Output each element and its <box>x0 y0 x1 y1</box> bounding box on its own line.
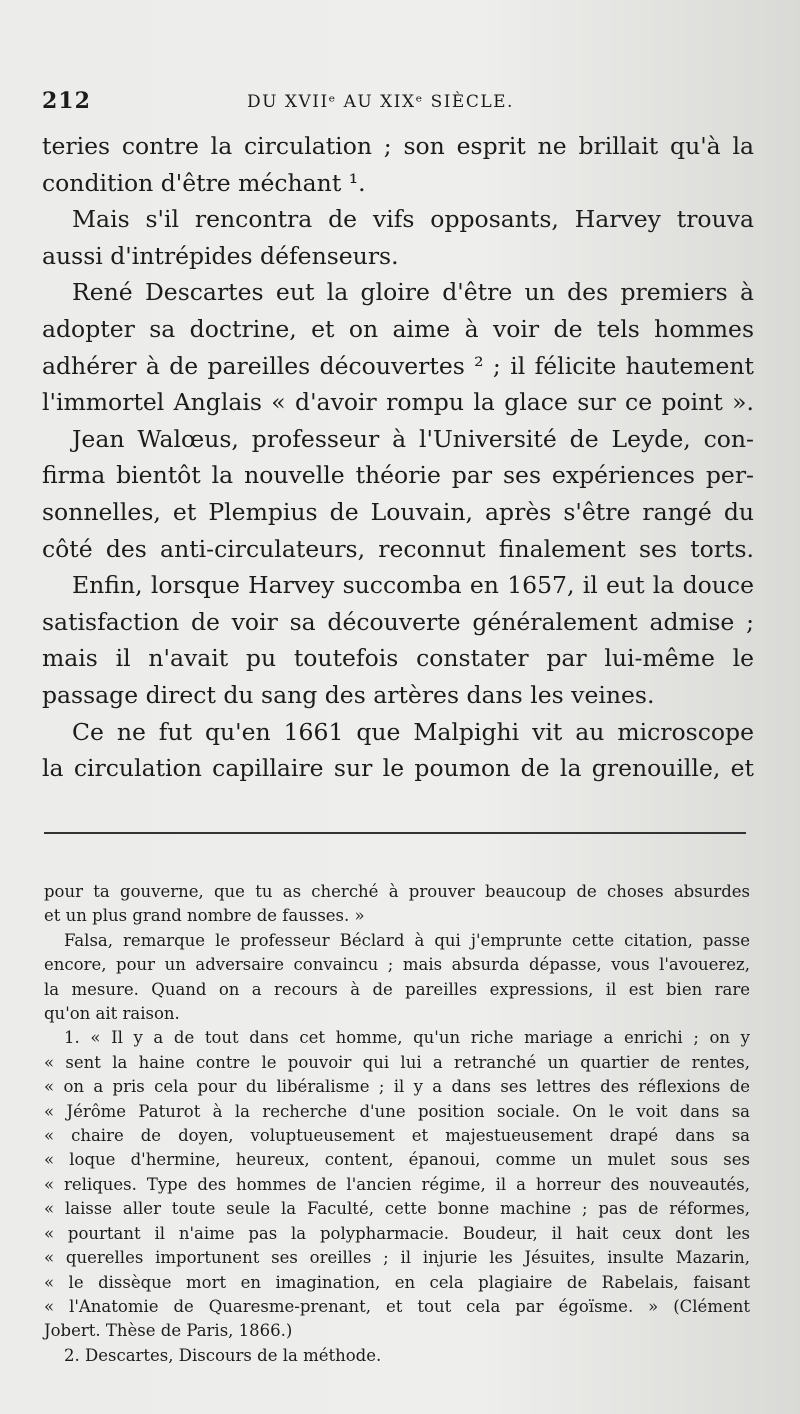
page-number: 212 <box>42 88 91 114</box>
text-line: aussi d'intrépides défenseurs. <box>42 241 399 270</box>
text-line: adhérer à de pareilles découvertes ² ; il félicite hautement <box>42 351 754 380</box>
text-line: côté des anti-circulateurs, reconnut finalement ses torts. <box>42 534 754 563</box>
text-line: teries contre la circulation ; son esprit ne brillait qu'à la <box>42 132 754 160</box>
main-text <box>42 128 754 787</box>
footnote-line: « chaire de doyen, voluptueusement et majestueusement drapé dans sa <box>44 1126 750 1146</box>
footnote-line: Jobert. Thèse de Paris, 1866.) <box>44 1321 293 1341</box>
text-line: René Descartes eut la gloire d'être un des premiers à <box>72 278 754 307</box>
text-line: satisfaction de voir sa découverte généralement admise ; <box>42 607 754 636</box>
footnote-line: « Jérôme Paturot à la recherche d'une position sociale. On le voit dans sa <box>44 1101 750 1121</box>
text-line: adopter sa doctrine, et on aime à voir de tels hommes <box>42 314 754 343</box>
footnote-line: « reliques. Type des hommes de l'ancien régime, il a horreur des nouveautés, <box>44 1174 750 1194</box>
footnote-line: « laisse aller toute seule la Faculté, cette bonne machine ; pas de réformes, <box>44 1199 750 1219</box>
footnote-line: « on a pris cela pour du libéralisme ; il y a dans ses lettres des réflexions de <box>44 1077 750 1097</box>
footnote-line: Falsa, remarque le professeur Béclard à qui j'emprunte cette citation, passe <box>64 930 750 950</box>
footnote-rule <box>44 832 746 834</box>
text-line: condition d'être méchant ¹. <box>42 168 366 197</box>
footnote-line: encore, pour un adversaire convaincu ; mais absurda dépasse, vous l'avouerez, <box>44 955 750 975</box>
footnote-line: « pourtant il n'aime pas la polypharmacie. Boudeur, il hait ceux dont les <box>44 1223 750 1243</box>
text-line: mais il n'avait pu toutefois constater par lui-même le <box>42 644 754 673</box>
footnote-line: 2. Descartes, Discours de la méthode. <box>64 1345 382 1365</box>
footnote-line: « sent la haine contre le pouvoir qui lui a retranché un quartier de rentes, <box>44 1052 750 1072</box>
footnote-line: pour ta gouverne, que tu as cherché à prouver beaucoup de choses absurdes <box>44 882 750 901</box>
running-title: DU XVIIᵉ AU XIXᵉ SIÈCLE. <box>247 92 514 112</box>
footnote-line: qu'on ait raison. <box>44 1004 180 1024</box>
text-line: passage direct du sang des artères dans les veines. <box>42 680 655 709</box>
footnotes <box>44 880 750 1368</box>
text-line: firma bientôt la nouvelle théorie par ses expériences per- <box>42 461 754 490</box>
text-line: Mais s'il rencontra de vifs opposants, Harvey trouva <box>72 205 754 234</box>
footnote-line: « loque d'hermine, heureux, content, épanoui, comme un mulet sous ses <box>44 1150 750 1170</box>
text-line: sonnelles, et Plempius de Louvain, après s'être rangé du <box>42 497 754 526</box>
footnote-line: la mesure. Quand on a recours à de pareilles expressions, il est bien rare <box>44 979 750 999</box>
footnote-line: 1. « Il y a de tout dans cet homme, qu'un riche mariage a enrichi ; on y <box>64 1028 750 1048</box>
footnote-line: et un plus grand nombre de fausses. » <box>44 906 365 926</box>
footnote-line: « l'Anatomie de Quaresme-prenant, et tout cela par égoïsme. » (Clément <box>44 1296 750 1316</box>
text-line: Enfin, lorsque Harvey succomba en 1657, il eut la douce <box>72 571 754 600</box>
text-line: l'immortel Anglais « d'avoir rompu la glace sur ce point ». <box>42 388 754 417</box>
page-header <box>42 88 742 116</box>
text-line: Jean Walœus, professeur à l'Université de Leyde, con- <box>72 424 754 453</box>
footnote-line: « le dissèque mort en imagination, en cela plagiaire de Rabelais, faisant <box>44 1272 750 1292</box>
text-line: Ce ne fut qu'en 1661 que Malpighi vit au microscope <box>72 717 754 746</box>
footnote-line: « querelles importunent ses oreilles ; il injurie les Jésuites, insulte Mazarin, <box>44 1248 750 1268</box>
text-line: la circulation capillaire sur le poumon de la grenouille, et <box>42 754 754 783</box>
